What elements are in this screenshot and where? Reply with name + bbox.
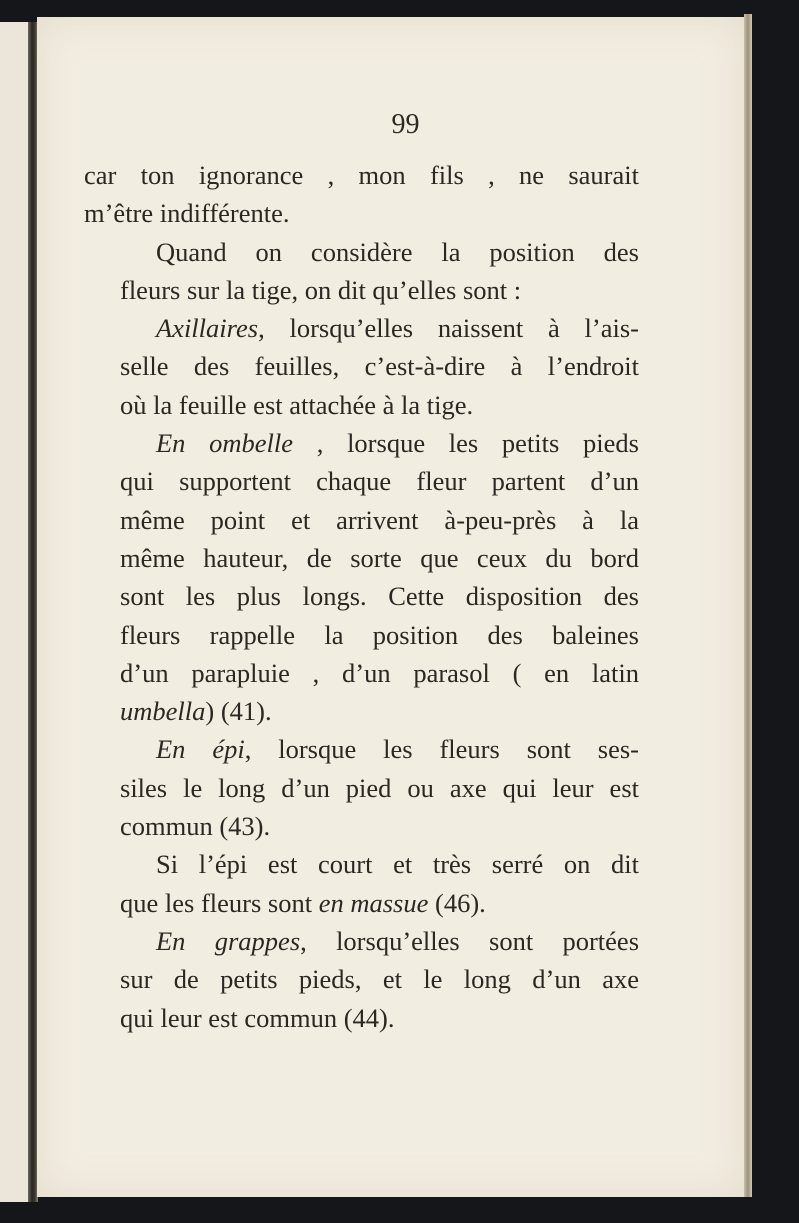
text-segment: fleurs rappelle la position des baleines [120,619,639,650]
text-segment: d’un parapluie , d’un parasol ( en latin [120,657,639,688]
paragraph [84,233,639,310]
paragraph [84,845,639,922]
text-segment: , lorsque les petits pieds [293,428,639,459]
page-number: 99 [391,109,420,140]
text-segment: où la feuille est attachée à la tige. [120,389,474,420]
paragraph [84,730,639,845]
text-line [84,884,639,922]
text-line [84,462,639,500]
text-segment: siles le long d’un pied ou axe qui leur est [120,772,639,803]
paragraph [84,309,639,424]
italic-term: en massue [318,887,429,918]
text-line [84,692,639,730]
text-line [84,769,639,807]
italic-term: En ombelle [156,428,294,459]
text-segment: car ton ignorance , mon fils , ne saurait [84,160,639,190]
text-segment: qui supportent chaque fleur partent d’un [120,466,639,497]
text-line [84,501,639,539]
text-segment: sont les plus longs. Cette disposition des [120,581,639,612]
italic-term: En épi [156,734,245,765]
text-segment: commun (43). [120,811,271,842]
text-line [84,845,639,883]
text-segment: (46). [428,887,486,918]
text-segment: , lorsque les fleurs sont ses- [244,734,639,765]
text-line [84,309,639,347]
text-segment: Si l’épi est court et très serré on dit [156,849,639,880]
text-line [84,233,639,271]
body-text [84,156,639,1037]
text-line [84,271,639,309]
text-segment: même hauteur, de sorte que ceux du bord [120,542,639,573]
text-line [84,922,639,960]
italic-term: Axillaires [156,313,259,344]
text-line [84,654,639,692]
text-line [84,194,639,232]
text-line [84,807,639,845]
text-segment: fleurs sur la tige, on dit qu’elles sont : [120,274,522,305]
text-segment: qui leur est commun (44). [120,1002,395,1033]
text-segment: , lorsqu’elles sont portées [300,925,640,956]
text-line [84,616,639,654]
text-segment: , lorsqu’elles naissent à l’ais- [258,313,639,344]
text-line [84,577,639,615]
paragraph [84,424,639,730]
text-line [84,156,639,194]
text-line [84,539,639,577]
text-segment: ) (41). [205,696,272,727]
text-line [84,730,639,768]
text-segment: que les fleurs sont [120,887,319,918]
italic-term: umbella [120,696,206,727]
italic-term: En grappes [156,925,301,956]
text-segment: sur de petits pieds, et le long d’un axe [120,964,639,995]
text-segment: Quand on considère la position des [156,236,639,267]
previous-page-edge [0,22,30,1202]
text-line [84,386,639,424]
text-line [84,424,639,462]
text-line [84,347,639,385]
paragraph [84,156,639,233]
text-line [84,960,639,998]
text-line [84,999,639,1037]
paragraph [84,922,639,1037]
text-segment: selle des feuilles, c’est-à-dire à l’endroit [120,351,639,382]
text-segment: m’être indifférente. [84,198,290,229]
text-segment: même point et arrivent à-peu-près à la [120,504,639,535]
page-stack-edge [744,14,752,1197]
